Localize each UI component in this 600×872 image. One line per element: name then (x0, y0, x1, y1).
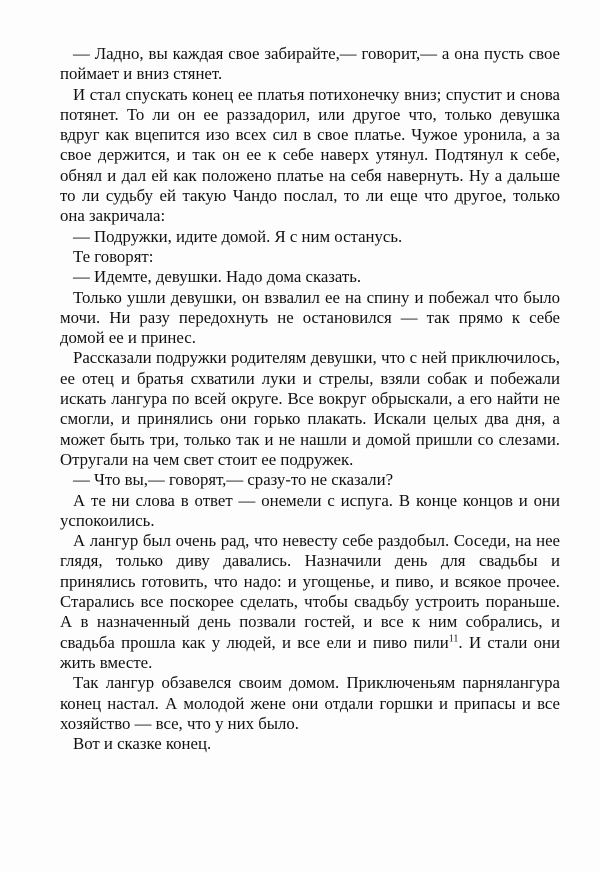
paragraph-text: А лангур был очень рад, что невесту себе раздобыл. Соседи, на нее глядя, только диву давались. Назначили день для свадьбы и принялись готовить, что надо: и угощенье, и пиво, и всякое прочее. Старались все поскорее сделать, чтобы свадьбу устроить пораньше. А в назначенный день позвали гостей, и все к ним собрались, и свадьба прошла как у людей, и все ели и пиво пили (60, 531, 560, 652)
paragraph: Так лангур обзавелся своим домом. Приключеньям парнялангура конец настал. А молодой жене они отдали горшки и припасы и все хозяйство — все, что у них было. (60, 673, 560, 733)
paragraph: — Что вы,— говорят,— сразу-то не сказали? (73, 470, 394, 490)
paragraph: Те говорят: (73, 246, 154, 266)
footnote-marker[interactable]: 11 (448, 633, 459, 645)
paragraph: А те ни слова в ответ — онемели с испуга. В конце концов и они успокоились. (60, 490, 560, 530)
paragraph: — Ладно, вы каждая свое забирайте,— говорит,— а она пусть свое поймает и вниз стянет. (60, 44, 560, 84)
paragraph-tail: . И стали они жить вместе. (60, 632, 560, 672)
paragraph: — Подружки, идите домой. Я с ним останусь. (73, 226, 403, 246)
story-text (60, 44, 560, 754)
paragraph: И стал спускать конец ее платья потихонечку вниз; спустит и снова потянет. То ли он ее раззадорил, или другое что, только девушка вдруг как вцепится изо всех сил в свое платье. Чужое уронила, а за свое держится, и так он ее к себе наверх утянул. Подтянул к себе, обнял и дал ей как положено платье на себя навернуть. Ну а дальше то ли судьбу ей такую Чандо послал, то ли еще что другое, только она закричала: (60, 84, 560, 226)
paragraph: Только ушли девушки, он взвалил ее на спину и побежал что было мочи. Ни разу передохнуть не остановился — так прямо к себе домой ее и принес. (60, 287, 560, 348)
paragraph: — Идемте, девушки. Надо дома сказать. (73, 267, 362, 287)
paragraph-ending: Вот и сказке конец. (73, 734, 212, 754)
paragraph: Рассказали подружки родителям девушки, что с ней приключилось, ее отец и братья схватили луки и стрелы, взяли собак и побежали искать лангура по всей округе. Все вокруг обрыскали, а его найти не смогли, и принялись они горько плакать. Искали целых два дня, а может быть три, только так и не нашли и домой пришли со слезами. Отругали на чем свет стоит ее подружек. (60, 348, 560, 469)
paragraph-with-footnote (60, 531, 560, 673)
